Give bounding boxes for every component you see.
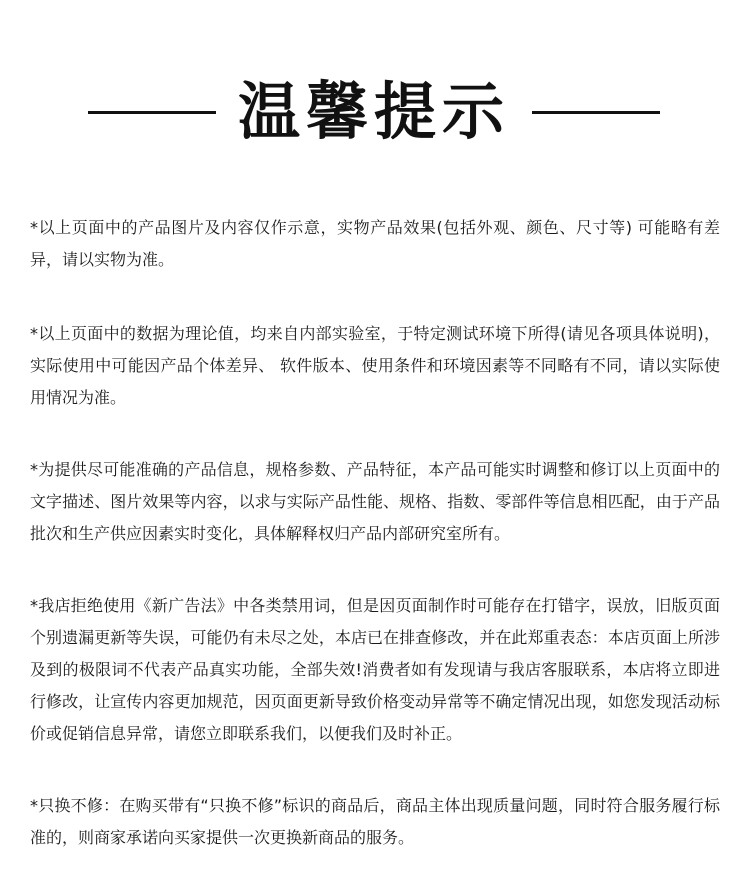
notice-content [30, 210, 720, 854]
notice-header [0, 72, 748, 152]
page-title: 温馨提示 [237, 75, 510, 148]
notice-paragraph-data-values: *以上页面中的数据为理论值，均来自内部实验室，于特定测试环境下所得(请见各项具体说明)，实际使用中可能因产品个体差异、 软件版本、使用条件和环境因素等不同略有不同，请以实际使用情况为准。 [30, 324, 720, 407]
notice-paragraph-exchange-policy: *只换不修：在购买带有“只换不修”标识的商品后，商品主体出现质量问题，同时符合服务履行标准的，则商家承诺向买家提供一次更换新商品的服务。 [30, 796, 720, 847]
notice-paragraph-info-updates: *为提供尽可能准确的产品信息，规格参数、产品特征，本产品可能实时调整和修订以上页面中的文字描述、图片效果等内容，以求与实际产品性能、规格、指数、零部件等信息相匹配，由于产品批次和生产供应因素实时变化，具体解释权归产品内部研究室所有。 [30, 460, 720, 543]
header-left-divider [88, 111, 216, 114]
notice-paragraph-advertising-law: *我店拒绝使用《新广告法》中各类禁用词，但是因页面制作时可能存在打错字，误放，旧版页面个别遗漏更新等失误，可能仍有未尽之处，本店已在排查修改，并在此郑重表态：本店页面上所涉及到的极限词不代表产品真实功能，全部失效!消费者如有发现请与我店客服联系，本店将立即进行修改，让宣传内容更加规范，因页面更新导致价格变动异常等不确定情况出现，如您发现活动标价或促销信息异常，请您立即联系我们，以便我们及时补正。 [30, 596, 720, 743]
notice-paragraph-product-images: *以上页面中的产品图片及内容仅作示意，实物产品效果(包括外观、颜色、尺寸等) 可能略有差异，请以实物为准。 [30, 218, 720, 269]
header-right-divider [532, 111, 660, 114]
